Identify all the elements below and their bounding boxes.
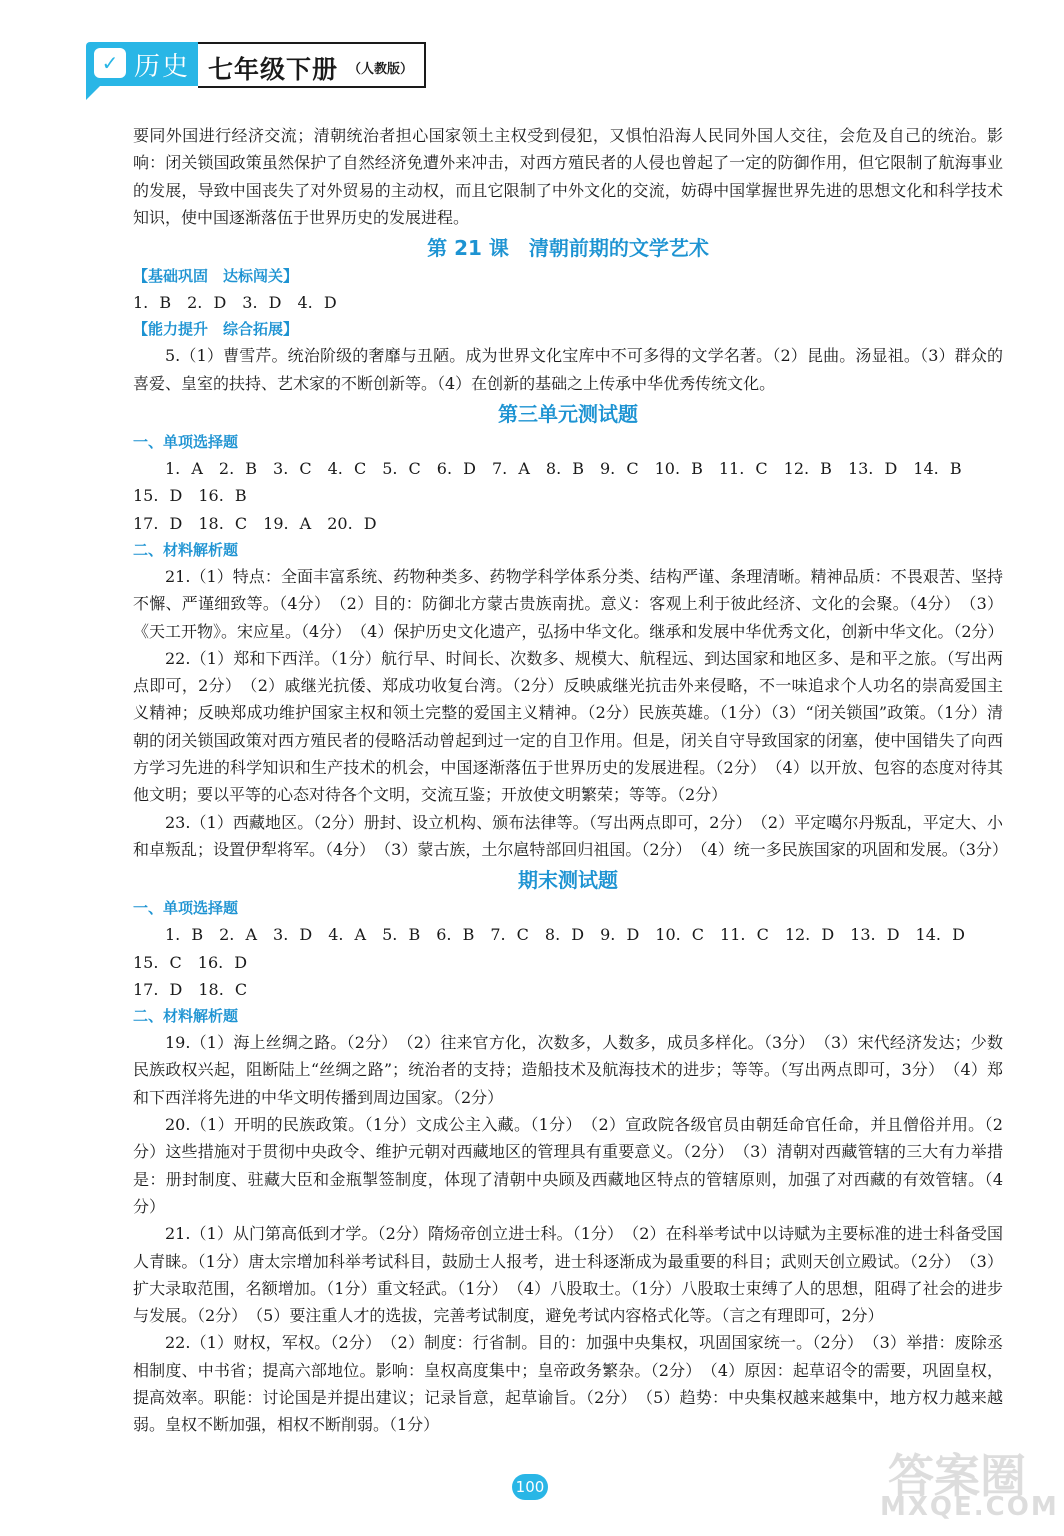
page-number: 100 [512, 1474, 548, 1500]
lesson21-ability-heading: 【能力提升 综合拓展】 [133, 320, 299, 339]
edition-label: （人教版） [348, 62, 414, 77]
unit3-mc-line1: 1. A 2. B 3. C 4. C 5. C 6. D 7. A 8. B 9. C 10. B 11. C 12. B 13. D 14. B 15. D 16. B [133, 459, 978, 506]
unit3-q22: 22.（1）郑和下西洋。（1分）航行早、时间长、次数多、规模大、航程远、到达国家和地区多、是和平之旅。（写出两点即可，2分） （2）戚继光抗倭、郑成功收复台湾。（2分）反映戚继光抗击外来侵略，不一味追求个人功名的崇高爱国主义精神；反映郑成功维护国家主权和领土完整的爱国主义精神。（2分）民族英雄。（1分）（3）“闭关锁国”政策。（1分）清朝的闭关锁国政策对西方殖民者的侵略活动曾起到过一定的自卫作用。但是，闭关自守导致国家的闭塞，使中国错失了向西方学习先进的科学知识和生产技术的机会，中国逐渐落伍于世界历史的发展进程。（2分） （4）以开放、包容的态度对待其他文明；要以平等的心态对待各个文明，交流互鉴；开放使文明繁荣；等等。（2分） [133, 648, 1003, 805]
final-analysis-heading: 二、材料解析题 [133, 1007, 239, 1026]
final-mc-line2: 17. D 18. C [133, 979, 248, 999]
subject-tab-tail [86, 82, 104, 100]
page-header [86, 38, 426, 104]
watermark-top: 答案圈 [888, 1449, 1026, 1503]
page-content [133, 122, 1008, 1439]
final-q22: 22.（1）财权，军权。（2分） （2）制度：行省制。目的：加强中央集权，巩固国家统一。（2分） （3）举措：废除丞相制度、中书省；提高六部地位。影响：皇权高度集中；皇帝政务繁杂。（2分） （4）原因：起草诏令的需要，巩固皇权，提高效率。职能：讨论国是并提出建议；记录旨意，起草谕旨。（2分） （5）趋势：中央集权越来越集中，地方权力越来越弱。皇权不断加强，相权不断削弱。（1分） [133, 1333, 1003, 1435]
final-q20: 20.（1）开明的民族政策。（1分）文成公主入藏。（1分） （2）宣政院各级官员由朝廷命官任命，并且僧俗并用。（2分）这些措施对于贯彻中央政令、维护元朝对西藏地区的管理具有重要意义。（2分） （3）清朝对西藏管辖的三大有力举措是：册封制度、驻藏大臣和金瓶掣签制度，体现了清朝中央顾及西藏地区特点的管辖原则，加强了对西藏的有效管辖。（4分） [133, 1115, 1003, 1216]
lesson21-q5: 5.（1）曹雪芹。统治阶级的奢靡与丑陋。成为世界文化宝库中不可多得的文学名著。（2）昆曲。汤显祖。（3）群众的喜爱、皇室的扶持、艺术家的不断创新等。（4）在创新的基础之上传承中华优秀传统文化。 [133, 346, 1003, 393]
unit3-mc-heading: 一、单项选择题 [133, 433, 239, 452]
unit3-q23: 23.（1）西藏地区。（2分）册封、设立机构、颁布法律等。（写出两点即可，2分） （2）平定噶尔丹叛乱，平定大、小和卓叛乱；设置伊犁将军。（4分） （3）蒙古族，土尔扈特部回归祖国。（2分） （4）统一多民族国家的巩固和发展。（3分） [133, 812, 1008, 859]
lesson21-basic-heading: 【基础巩固 达标闯关】 [133, 267, 299, 286]
lesson21-basic-answers: 1. B 2. D 3. D 4. D [133, 293, 337, 313]
watermark-logo [880, 1440, 1059, 1530]
book-leaf-icon: ✓ [94, 48, 126, 78]
final-title: 期末测试题 [518, 868, 618, 893]
title-box [198, 42, 426, 88]
lesson21-title: 第 21 课 清朝前期的文学艺术 [427, 236, 709, 261]
unit3-analysis-heading: 二、材料解析题 [133, 540, 239, 559]
book-title: 七年级下册 [208, 55, 339, 84]
intro-paragraph: 要同外国进行经济交流；清朝统治者担心国家领土主权受到侵犯，又惧怕沿海人民同外国人交往，会危及自己的统治。影响：闭关锁国政策虽然保护了自然经济免遭外来冲击，对西方殖民者的人侵也曾起了一定的防御作用，但它限制了航海事业的发展，导致中国丧失了对外贸易的主动权，而且它限制了中外文化的交流，妨碍中国掌握世界先进的思想文化和科学技术知识，使中国逐渐落伍于世界历史的发展进程。 [133, 126, 1003, 227]
watermark-bottom: MXQE.COM [880, 1492, 1059, 1522]
final-q19: 19.（1）海上丝绸之路。（2分） （2）往来官方化，次数多，人数多，成员多样化。（3分） （3）宋代经济发达；少数民族政权兴起，阻断陆上“丝绸之路”；统治者的支持；造船技术及航海技术的进步；等等。（写出两点即可，3分） （4）郑和下西洋将先进的中华文明传播到周边国家。（2分） [133, 1033, 1003, 1107]
final-mc-heading: 一、单项选择题 [133, 899, 239, 918]
unit3-title: 第三单元测试题 [498, 402, 638, 427]
unit3-mc-line2: 17. D 18. C 19. A 20. D [133, 513, 377, 533]
final-mc-line1: 1. B 2. A 3. D 4. A 5. B 6. B 7. C 8. D 9. D 10. C 11. C 12. D 13. D 14. D 15. C 16. D [133, 925, 981, 972]
unit3-q21: 21.（1）特点：全面丰富系统、药物种类多、药物学科学体系分类、结构严谨、条理清晰。精神品质：不畏艰苦、坚持不懈、严谨细致等。（4分） （2）目的：防御北方蒙古贵族南扰。意义：客观上利于彼此经济、文化的会聚。（4分） （3）《天工开物》。宋应星。（4分） （4）保护历史文化遗产，弘扬中华文化。继承和发展中华优秀文化，创新中华文化。（2分） [133, 566, 1004, 641]
subject-label: 历史 [134, 52, 191, 82]
final-q21: 21.（1）从门第高低到才学。（2分）隋炀帝创立进士科。（1分） （2）在科举考试中以诗赋为主要标准的进士科备受国人青睐。（1分）唐太宗增加科举考试科目，鼓励士人报考，进士科逐渐成为最重要的科目；武则天创立殿试。（2分） （3）扩大录取范围，名额增加。（1分）重文轻武。（1分） （4）八股取士。（1分）八股取士束缚了人的思想，阻碍了社会的进步与发展。（2分） （5）要注重人才的选拔，完善考试制度，避免考试内容格式化等。（言之有理即可，2分） [133, 1224, 1003, 1326]
